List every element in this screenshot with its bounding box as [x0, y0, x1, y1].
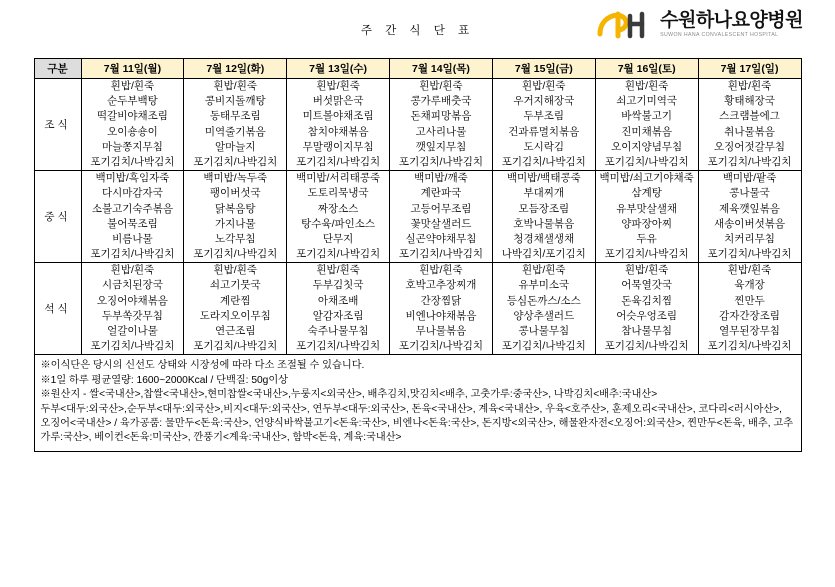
dish: 호박나물볶음	[513, 217, 575, 230]
dish: 비엔나야채볶음	[405, 309, 477, 322]
dish: 포기김치/나박김치	[296, 248, 381, 261]
dish: 유부맛살샐채	[616, 202, 678, 215]
dish: 흰밥/흰죽	[624, 80, 669, 92]
dish: 콩나물국	[729, 187, 770, 200]
dish: 포기김치/나박김치	[398, 155, 483, 168]
menu-cell-lunch-sat	[595, 171, 698, 263]
dish: 치커리무침	[724, 232, 775, 245]
dish: 흰밥/흰죽	[727, 264, 772, 277]
dish: 도토리묵냉국	[307, 187, 369, 200]
dish: 백미밥/녹두죽	[203, 172, 268, 185]
dish: 새송이버섯볶음	[714, 217, 786, 230]
menu-cell-breakfast-tue	[184, 79, 287, 171]
dish: 취나물볶음	[724, 125, 775, 138]
dish: 버섯맑은국	[312, 95, 364, 108]
dish: 어슷우엉조림	[616, 309, 678, 322]
dish: 오징어젓갈무침	[714, 140, 786, 153]
dish: 콩나물무침	[518, 325, 570, 337]
dish: 흰밥/흰죽	[419, 264, 463, 277]
dish: 참나물무침	[621, 325, 672, 337]
dish: 찐만두	[734, 294, 765, 307]
table-row-lunch	[34, 171, 801, 263]
dish: 오징어야채볶음	[96, 294, 168, 307]
dish: 모듬장조림	[518, 202, 570, 215]
dish: 포기김치/나박김치	[296, 155, 381, 168]
dish: 순두부백탕	[107, 95, 158, 108]
dish: 소불고기숙주볶음	[91, 202, 173, 215]
meal-label-breakfast: 조식	[34, 79, 81, 171]
dish: 스크램블에그	[719, 110, 780, 123]
dish: 연근조림	[214, 325, 256, 337]
dish: 흰밥/흰죽	[419, 80, 463, 92]
menu-cell-dinner-mon	[81, 263, 184, 355]
dish: 동태무조림	[209, 110, 261, 123]
dish: 양파장아찌	[621, 217, 672, 230]
dish: 흰밥/흰죽	[110, 264, 155, 277]
dish: 청경채샐생채	[513, 232, 575, 245]
dish: 양상추샐러드	[513, 309, 575, 322]
dish: 어묵열갓국	[621, 279, 672, 292]
dish: 도라지오이무침	[199, 309, 271, 322]
dish: 미트볼야채조림	[302, 110, 374, 123]
dish: 포기김치/나박김치	[707, 340, 792, 353]
dish: 다시마감자국	[101, 187, 163, 200]
dish: 포기김치/나박김치	[90, 248, 175, 261]
dish: 백미밥/팥죽	[722, 172, 777, 185]
dish: 포기김치/나박김치	[501, 340, 586, 353]
dish: 흰밥/흰죽	[624, 264, 669, 277]
dish: 쇠고기미역국	[616, 95, 678, 108]
hana-logo-icon	[596, 8, 652, 42]
dish: 꽃맛살샐러드	[410, 217, 472, 230]
dish: 탕수육/파인소스	[301, 217, 376, 230]
dish: 황태해장국	[724, 95, 775, 108]
menu-cell-breakfast-wed	[287, 79, 390, 171]
dish: 단무지	[322, 232, 354, 245]
dish: 부대찌개	[523, 187, 565, 200]
dish: 흰밥/흰죽	[522, 80, 566, 92]
dish: 바싹불고기	[621, 110, 672, 123]
dish: 팽이버섯국	[209, 187, 261, 200]
menu-cell-dinner-wed	[287, 263, 390, 355]
dish: 흰밥/흰죽	[522, 264, 566, 277]
dish: 포기김치/나박김치	[193, 340, 278, 353]
dish: 포기김치/나박김치	[707, 248, 792, 261]
dish: 두부조림	[523, 110, 565, 123]
menu-cell-lunch-wed	[287, 171, 390, 263]
page-title: 주 간 식 단 표	[360, 25, 475, 37]
dish: 불어묵조림	[107, 217, 158, 230]
dish: 계란파국	[420, 187, 462, 200]
dish: 비름나물	[112, 232, 153, 245]
dish: 포기김치/나박김치	[604, 340, 689, 353]
dish: 백미밥/백태콩죽	[506, 172, 581, 185]
menu-cell-dinner-sat	[595, 263, 698, 355]
dish: 알감자조림	[312, 309, 364, 322]
dish: 흰밥/흰죽	[316, 80, 360, 92]
hospital-name-english: SUWON HANA CONVALESCENT HOSPITAL	[660, 32, 779, 39]
menu-cell-lunch-thu	[390, 171, 493, 263]
dish: 짜장소스	[317, 202, 359, 215]
dish: 육개장	[734, 279, 765, 292]
hospital-name: 수원하나요양병원	[660, 10, 803, 32]
dish: 포기김치/나박김치	[296, 340, 381, 353]
dish: 감자간장조림	[719, 309, 780, 322]
dish: 쇠고기뭇국	[209, 279, 261, 292]
dish: 깻잎지무침	[415, 140, 467, 153]
dish: 두부쏙갓무침	[101, 309, 163, 322]
table-header	[34, 59, 801, 79]
dish: 포기김치/나박김치	[90, 340, 175, 353]
dish: 마늘쫑지무침	[101, 140, 163, 153]
header-gubun: 구분	[34, 59, 81, 79]
header-day-3: 7월 14일(목)	[390, 59, 493, 79]
dish: 돈채피망볶음	[410, 110, 472, 123]
dish: 포기김치/나박김치	[398, 340, 483, 353]
dish: 유부미소국	[518, 279, 570, 292]
note-origin-1: ※원산지 - 쌀<국내산>,찹쌀<국내산>,현미찹쌀<국내산>,누룽지<외국산>, 배추김치,맛김치<배추, 고춧가루:중국산>, 나박김치<배추:국내산>	[40, 389, 658, 401]
dish: 노각무침	[214, 232, 256, 245]
dish: 닭복음탕	[214, 202, 256, 215]
dish: 도시락김	[523, 140, 565, 153]
dish: 흰밥/흰죽	[727, 80, 772, 92]
dish: 진미채볶음	[621, 125, 672, 138]
dish: 흰밥/흰죽	[213, 264, 258, 277]
dish: 콩비지돌깨탕	[204, 95, 266, 108]
weekly-menu-table	[34, 58, 802, 355]
note-calories: ※1일 하루 평균열량: 1600~2000Kcal / 단백질: 50g이상	[40, 374, 289, 386]
menu-cell-breakfast-sat	[595, 79, 698, 171]
dish: 시금치된장국	[101, 279, 163, 292]
dish: 포기김치/나박김치	[501, 155, 586, 168]
menu-cell-breakfast-fri	[492, 79, 595, 171]
table-row-dinner	[34, 263, 801, 355]
dish: 포기김치/나박김치	[90, 155, 175, 168]
dish: 포기김치/나박김치	[604, 248, 689, 261]
note-disclaimer: ※이식단은 당시의 신선도 상태와 시장성에 따라 다소 조절될 수 있습니다.	[40, 360, 365, 372]
dish: 오이지양념무침	[611, 140, 683, 153]
header-day-0: 7월 11일(월)	[81, 59, 184, 79]
dish: 오이숑숑이	[107, 125, 158, 138]
menu-cell-lunch-fri	[492, 171, 595, 263]
menu-cell-breakfast-thu	[390, 79, 493, 171]
dish: 미역줄기볶음	[204, 125, 266, 138]
dish: 흰밥/흰죽	[213, 80, 258, 92]
dish: 두부김칫국	[312, 279, 364, 292]
dish: 제육깻잎볶음	[719, 202, 780, 215]
dish: 포기김치/나박김치	[193, 248, 278, 261]
menu-cell-breakfast-mon	[81, 79, 184, 171]
dish: 포기김치/나박김치	[398, 248, 483, 261]
dish: 고등어무조림	[410, 202, 472, 215]
dish: 나박김치/포기김치	[501, 248, 586, 261]
menu-cell-lunch-mon	[81, 171, 184, 263]
dish: 계란찜	[220, 294, 251, 307]
menu-cell-lunch-tue	[184, 171, 287, 263]
dish: 흰밥/흰죽	[316, 264, 360, 277]
dish: 백미밥/흑임자죽	[95, 172, 170, 185]
dish: 포기김치/나박김치	[193, 155, 278, 168]
dish: 숙주나물무침	[307, 325, 369, 337]
meal-label-lunch: 중식	[34, 171, 81, 263]
header-day-6: 7월 17일(일)	[698, 59, 801, 79]
meal-label-dinner: 석식	[34, 263, 81, 355]
note-origin-2: 두부<대두:외국산>,순두부<대두:외국산>,비지<대두:외국산>, 연두부<대두:외국산>, 돈육<국내산>, 계육<국내산>, 우육<호주산>, 훈제오리<국내산>, 코다리<러시아산>, 오징어<국내산> / 육가공품: 물만두<돈육:국산>, 언양식바싹불고기<돈육:국산>, 비엔나<돈육:국산>, 돈지방<외국산>, 해물완자전<오징어:외국산>, 찐만두<돈육, 배추, 고추가루:국산>, 베이컨<돈육:미국산>, 깐풍기<계육:국내산>, 함박<돈육, 계육:국내산>	[40, 403, 794, 444]
menu-cell-lunch-sun	[698, 171, 801, 263]
dish: 무말랭이지무침	[302, 140, 374, 153]
dish: 포기김치/나박김치	[604, 155, 689, 168]
dish: 간장찜닭	[420, 294, 462, 307]
document-header	[0, 0, 835, 58]
dish: 건과류멸치볶음	[508, 125, 580, 138]
dish: 무나물볶음	[415, 325, 467, 337]
hospital-brand	[596, 8, 803, 42]
header-day-5: 7월 16일(토)	[595, 59, 698, 79]
dish: 백미밥/쇠고기야채죽	[599, 172, 694, 185]
dish: 호박고추장찌개	[405, 279, 477, 292]
menu-cell-dinner-thu	[390, 263, 493, 355]
dish: 콩가루배춧국	[410, 95, 472, 108]
menu-cell-dinner-sun	[698, 263, 801, 355]
menu-cell-dinner-tue	[184, 263, 287, 355]
menu-cell-breakfast-sun	[698, 79, 801, 171]
dish: 백미밥/깨죽	[414, 172, 468, 185]
table-row-breakfast	[34, 79, 801, 171]
table-body	[34, 79, 801, 355]
footer-notes	[34, 355, 802, 451]
dish: 등심돈까스/소스	[506, 294, 581, 307]
brand-text-block	[660, 11, 803, 38]
header-day-1: 7월 12일(화)	[184, 59, 287, 79]
dish: 두유	[636, 232, 657, 245]
dish: 떡갈비야채조림	[96, 110, 168, 123]
dish: 고사리나물	[415, 125, 467, 138]
table-header-row	[34, 59, 801, 79]
dish: 참치야채볶음	[307, 125, 369, 138]
dish: 아채조배	[317, 294, 359, 307]
dish: 우거지해장국	[513, 95, 575, 108]
dish: 실곤약야채무침	[405, 232, 477, 245]
dish: 백미밥/서리태콩죽	[296, 172, 381, 185]
dish: 삼계탕	[631, 187, 662, 200]
dish: 가지나물	[214, 217, 256, 230]
header-day-4: 7월 15일(금)	[492, 59, 595, 79]
dish: 열무된장무침	[719, 325, 780, 337]
dish: 얼갈이나물	[107, 325, 158, 337]
dish: 포기김치/나박김치	[707, 155, 792, 168]
header-day-2: 7월 13일(수)	[287, 59, 390, 79]
menu-cell-dinner-fri	[492, 263, 595, 355]
dish: 돈육김치찜	[621, 294, 672, 307]
dish: 알마늘지	[214, 140, 256, 153]
dish: 흰밥/흰죽	[110, 80, 155, 92]
